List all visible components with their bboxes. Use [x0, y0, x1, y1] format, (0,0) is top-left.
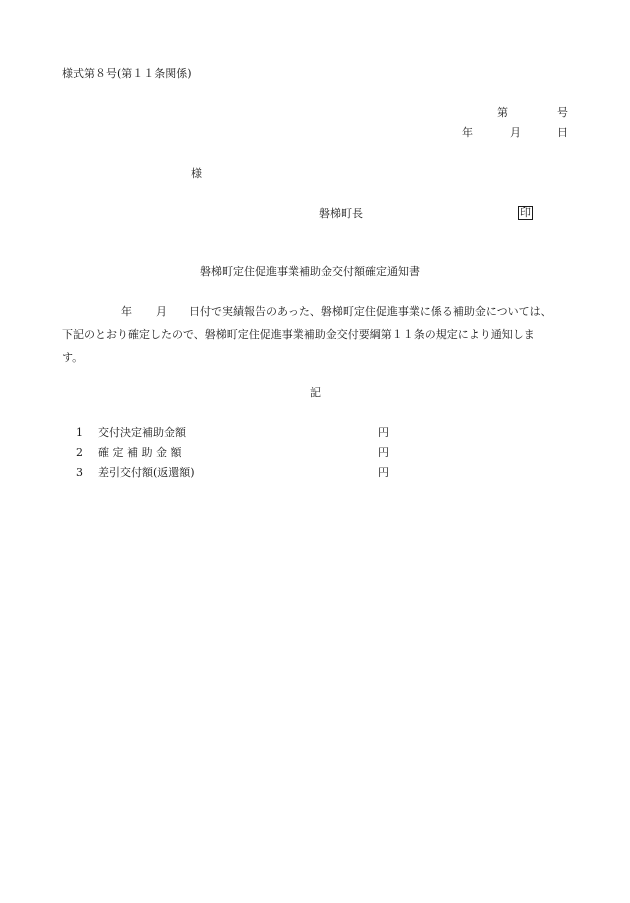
- body-paragraph: [62, 300, 572, 369]
- date-month: 月: [510, 126, 521, 139]
- list-item: [76, 446, 181, 459]
- seal-mark: 印: [520, 206, 531, 219]
- item-label: 差引交付額(返還額): [98, 466, 195, 479]
- item-number: 3: [76, 466, 83, 479]
- list-item: [76, 426, 186, 439]
- addressee-suffix: 様: [191, 167, 202, 180]
- seal-stamp: [518, 206, 533, 220]
- ki-heading: 記: [310, 386, 321, 399]
- item-unit: 円: [378, 446, 389, 459]
- form-number: 様式第８号(第１１条関係): [62, 67, 192, 80]
- item-label: 確 定 補 助 金 額: [98, 446, 182, 459]
- document-title: 磐梯町定住促進事業補助金交付額確定通知書: [200, 265, 420, 278]
- item-number: 1: [76, 426, 83, 439]
- body-line-1-text: 日付で実績報告のあった、磐梯町定住促進事業に係る補助金については、: [189, 305, 552, 318]
- item-number: 2: [76, 446, 83, 459]
- item-unit: 円: [378, 426, 389, 439]
- date-day: 日: [557, 126, 568, 139]
- item-label: 交付決定補助金額: [98, 426, 186, 439]
- body-year: 年: [121, 305, 132, 318]
- reference-go: 号: [557, 106, 568, 119]
- body-line-3: す。: [62, 351, 84, 364]
- body-line-1: [62, 300, 572, 323]
- date-year: 年: [462, 126, 473, 139]
- item-unit: 円: [378, 466, 389, 479]
- body-month: 月: [156, 305, 167, 318]
- body-line-2: 下記のとおり確定したので、磐梯町定住促進事業補助金交付要綱第１１条の規定により通知しま: [62, 328, 535, 341]
- issuer-name: 磐梯町長: [319, 207, 363, 220]
- reference-dai: 第: [497, 106, 508, 119]
- list-item: [76, 466, 195, 479]
